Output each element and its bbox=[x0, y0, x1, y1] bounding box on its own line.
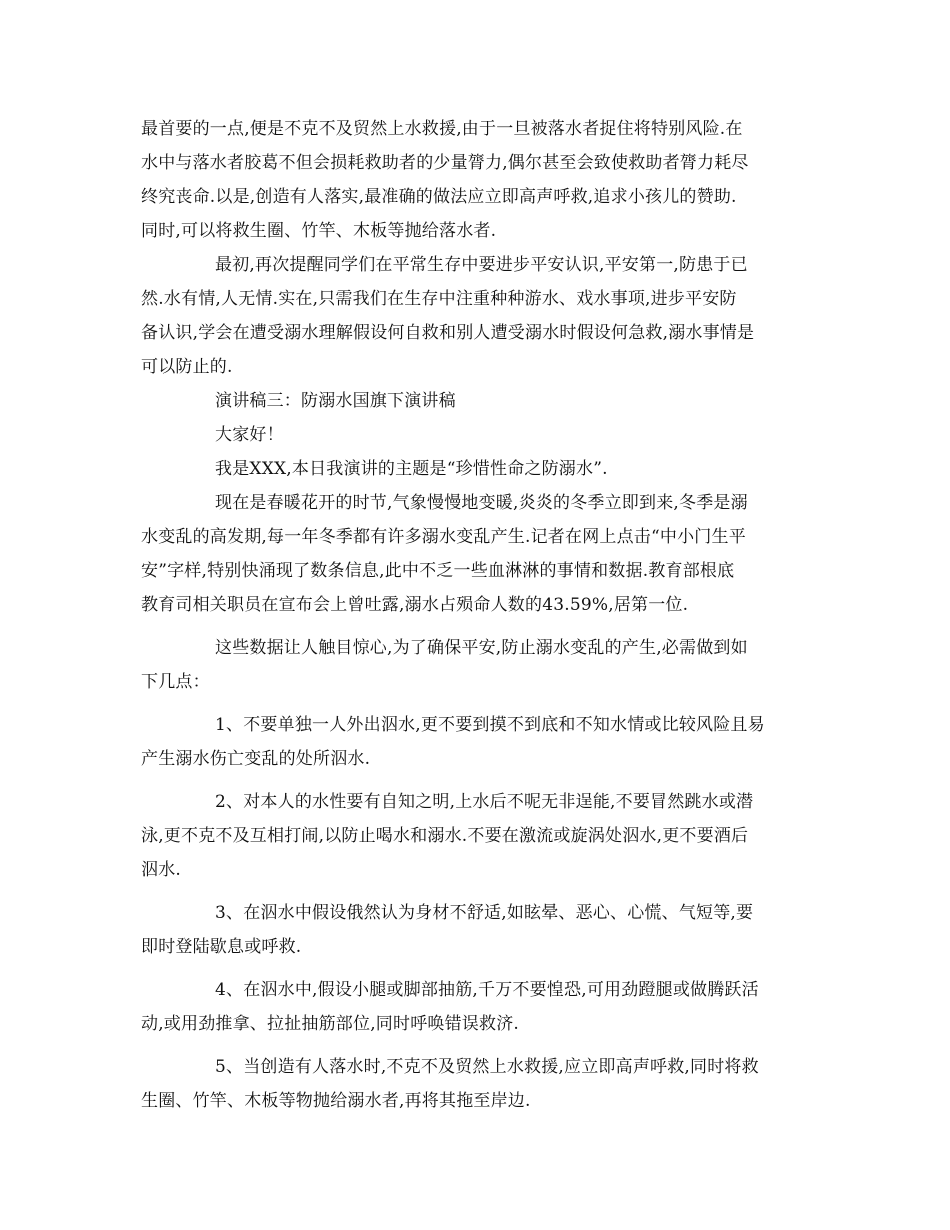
text-line: 现在是春暖花开的时节,气象慢慢地变暖,炎炎的冬季立即到来,冬季是溺 bbox=[215, 493, 748, 513]
list-item: 1、不要单独一人外出泅水,更不要到摸不到底和不知水情或比较风险且易 bbox=[215, 715, 765, 735]
list-item: 3、在泅水中假设俄然认为身材不舒适,如眩晕、恶心、心慌、气短等,要 bbox=[215, 903, 754, 923]
list-item-continuation: 动,或用劲推拿、拉扯抽筋部位,同时呼唤错误救济. bbox=[141, 1014, 520, 1034]
text-line: 下几点： bbox=[141, 672, 210, 692]
list-item: 5、当创造有人落水时,不克不及贸然上水救援,应立即高声呼救,同时将救 bbox=[215, 1057, 759, 1077]
list-item-continuation: 泳,更不克不及互相打闹,以防止喝水和溺水.不要在激流或旋涡处泅水,更不要酒后 bbox=[141, 826, 749, 846]
text-line: 备认识,学会在遭受溺水理解假设何自救和别人遭受溺水时假设何急救,溺水事情是 bbox=[141, 323, 755, 343]
text-line: 我是XXX,本日我演讲的主题是“珍惜性命之防溺水”. bbox=[215, 459, 608, 479]
list-item-continuation: 产生溺水伤亡变乱的处所泅水. bbox=[141, 749, 371, 769]
list-item-continuation: 即时登陆歇息或呼救. bbox=[141, 937, 302, 957]
text-line: 这些数据让人触目惊心,为了确保平安,防止溺水变乱的产生,必需做到如 bbox=[215, 638, 748, 658]
text-line: 水变乱的高发期,每一年冬季都有许多溺水变乱产生.记者在网上点击“中小门生平 bbox=[141, 527, 746, 547]
list-item-continuation: 泅水. bbox=[141, 860, 182, 880]
list-item: 2、对本人的水性要有自知之明,上水后不呢无非逞能,不要冒然跳水或潜 bbox=[215, 792, 754, 812]
list-item-continuation: 生圈、竹竿、木板等物抛给溺水者,再将其拖至岸边. bbox=[141, 1091, 531, 1111]
text-line: 同时,可以将救生圈、竹竿、木板等抛给落水者. bbox=[141, 221, 497, 241]
text-line: 然.水有情,人无情.实在,只需我们在生存中注重种种游水、戏水事项,进步平安防 bbox=[141, 289, 737, 309]
text-line: 最首要的一点,便是不克不及贸然上水救援,由于一旦被落水者捉住将特别风险.在 bbox=[141, 119, 743, 139]
text-line: 终究丧命.以是,创造有人落实,最准确的做法应立即高声呼救,追求小孩儿的赞助. bbox=[141, 187, 737, 207]
text-line: 最初,再次提醒同学们在平常生存中要进步平安认识,平安第一,防患于已 bbox=[215, 255, 748, 275]
list-item: 4、在泅水中,假设小腿或脚部抽筋,千万不要惶恐,可用劲蹬腿或做腾跃活 bbox=[215, 980, 759, 1000]
section-heading: 演讲稿三：防溺水国旗下演讲稿 bbox=[215, 391, 456, 411]
text-line: 安”字样,特别快涌现了数条信息,此中不乏一些血淋淋的事情和数据.教育部根底 bbox=[141, 561, 735, 581]
text-line: 可以防止的. bbox=[141, 357, 233, 377]
text-line: 水中与落水者胶葛不但会损耗救助者的少量膂力,偶尔甚至会致使救助者膂力耗尽 bbox=[141, 153, 749, 173]
text-line: 教育司相关职员在宣布会上曾吐露,溺水占殒命人数的43.59%,居第一位. bbox=[141, 595, 689, 615]
document-body bbox=[141, 112, 813, 1118]
greeting-line: 大家好！ bbox=[215, 425, 284, 445]
